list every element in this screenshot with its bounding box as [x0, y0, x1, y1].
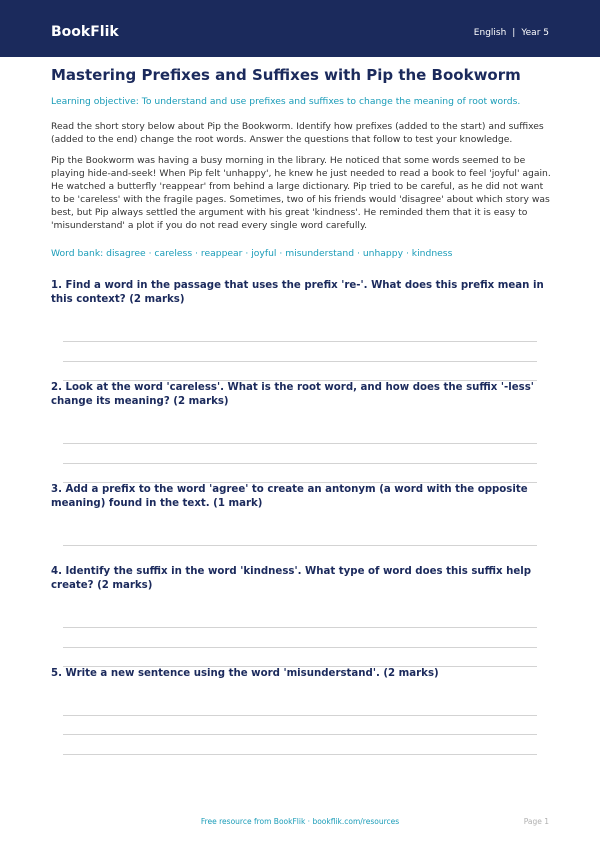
answer-line[interactable]	[63, 715, 537, 716]
learning-objective: Learning objective: To understand and use prefixes and suffixes to change the meaning of root words.	[51, 96, 521, 107]
subject-label: English	[473, 28, 507, 38]
header-bar	[0, 0, 600, 57]
question-1: 1. Find a word in the passage that uses the prefix 're-'. What does this prefix mean in this context? (2 marks)	[51, 280, 544, 305]
question-2: 2. Look at the word 'careless'. What is the root word, and how does the suffix '-less' change its meaning? (2 marks)	[51, 382, 534, 407]
answer-line[interactable]	[63, 545, 537, 546]
answer-line[interactable]	[63, 734, 537, 735]
brand-logo: BookFlik	[51, 24, 119, 40]
answer-line[interactable]	[63, 647, 537, 648]
answer-line[interactable]	[63, 341, 537, 342]
year-label: Year 5	[521, 28, 549, 38]
story-passage: Pip the Bookworm was having a busy morning in the library. He noticed that some words seemed to be playing hide-and-seek! When Pip felt 'unhappy', he knew he just needed to read a book to feel 'joyful' again. He watched a butterfly 'reappear' from behind a large dictionary. Pip tried to be careful, as he did not want to be 'careless' with the fragile pages. Sometimes, two of his friends would 'disagree' about which story was best, but Pip always settled the argument with his great 'kindness'. He reminded them that it is easy to 'misunderstand' a plot if you do not read every single word carefully.	[51, 155, 551, 231]
answer-line[interactable]	[63, 627, 537, 628]
page-number: Page 1	[523, 817, 549, 826]
word-bank: Word bank: disagree · careless · reappear · joyful · misunderstand · unhappy · kindness	[51, 248, 453, 259]
question-5: 5. Write a new sentence using the word 'misunderstand'. (2 marks)	[51, 668, 439, 679]
header-meta	[474, 27, 549, 39]
instructions-paragraph: Read the short story below about Pip the Bookworm. Identify how prefixes (added to the start) and suffixes (added to the end) change the root words. Answer the questions that follow to test your knowledge.	[51, 121, 544, 145]
answer-line[interactable]	[63, 443, 537, 444]
page-title: Mastering Prefixes and Suffixes with Pip the Bookworm	[51, 66, 521, 84]
answer-line[interactable]	[63, 361, 537, 362]
question-4: 4. Identify the suffix in the word 'kindness'. What type of word does this suffix help create? (2 marks)	[51, 566, 532, 591]
answer-line[interactable]	[63, 463, 537, 464]
header-separator: |	[512, 28, 516, 38]
footer-credit: Free resource from BookFlik · bookflik.com/resources	[200, 817, 400, 826]
answer-line[interactable]	[63, 754, 537, 755]
question-3: 3. Add a prefix to the word 'agree' to create an antonym (a word with the opposite meaning) found in the text. (1 mark)	[51, 484, 528, 509]
